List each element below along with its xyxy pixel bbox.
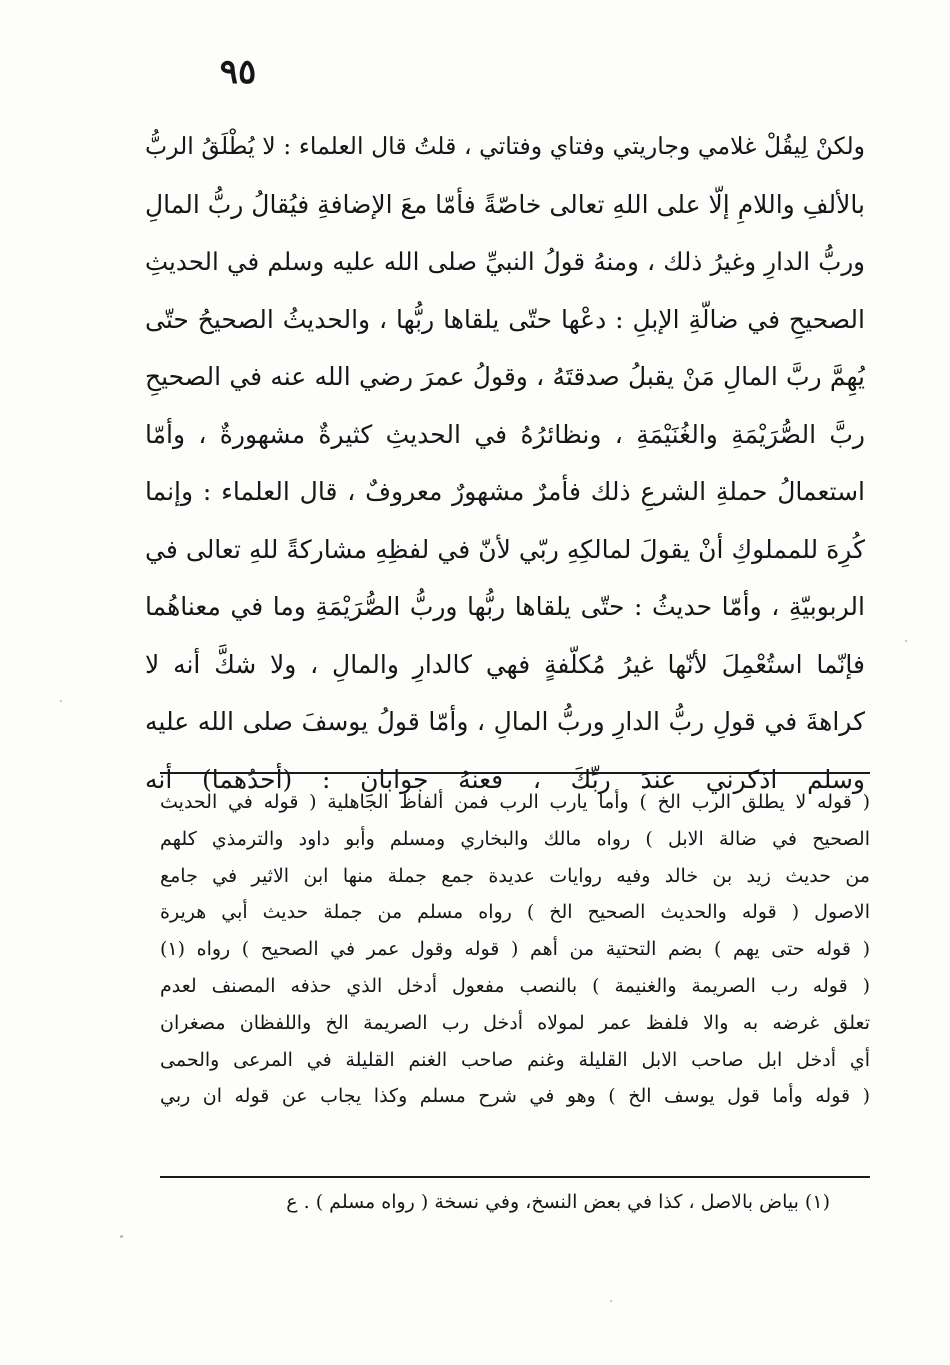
- main-text-line: وسلم اذكرني عندَ ربِّكَ ، فعنهُ جوابانِ : (أحدُهما) أنه: [145, 764, 865, 794]
- commentary-line: أي أدخل ابل صاحب الابل القليلة وغنم صاحب الغنم القليلة في المرعى والحمى: [160, 1048, 870, 1071]
- commentary-line: ( قوله حتى يهم ) بضم التحتية من أهم ( قوله وقول عمر في الصحيح ) رواه (١): [160, 938, 870, 961]
- footnote: (١) بياض بالاصل ، كذا في بعض النسخ، وفي نسخة ( رواه مسلم ) . ع: [286, 1191, 830, 1213]
- scan-speck: [60, 700, 62, 702]
- commentary-line: ( قوله رب الصريمة والغنيمة ) بالنصب مفعول أدخل الذي حذفه المصنف لعدم: [160, 974, 870, 997]
- main-text-line: ربَّ الصُّرَيْمَةِ والغُنَيْمَةِ ، ونظائرُهُ في الحديثِ كثيرةٌ مشهورةٌ ، وأمّا: [145, 419, 865, 449]
- main-text-line: فإنّما استُعْمِلَ لأنّها غيرُ مُكلّفةٍ فهي كالدارِ والمالِ ، ولا شكَّ أنه لا: [145, 649, 865, 679]
- commentary-line: ( قوله لا يطلق الرب الخ ) وأما يارب الرب فمن ألفاظ الجاهلية ( قوله في الحديث: [160, 791, 870, 813]
- main-text-line: الربوبيّةِ ، وأمّا حديثُ : حتّى يلقاها ربُّها وربُّ الصُّرَيْمَةِ وما في معناهُما: [145, 592, 865, 621]
- main-text-line: كُرِهَ للمملوكِ أنْ يقولَ لمالكِهِ ربّي لأنّ في لفظِهِ مشاركةً للهِ تعالى في: [145, 534, 865, 564]
- main-text-line: الصحيحِ في ضالّةِ الإبلِ : دعْها حتّى يلقاها ربُّها ، والحديثُ الصحيحُ حتّى: [145, 304, 865, 334]
- main-text-line: كراهةَ في قولِ ربُّ الدارِ وربُّ المالِ ، وأمّا قولُ يوسفَ صلى الله عليه: [145, 707, 865, 736]
- scan-speck: [610, 1300, 612, 1302]
- main-text-line: يُهِمَّ ربَّ المالِ مَنْ يقبلُ صدقتَهُ ، وقولُ عمرَ رضي الله عنه في الصحيحِ: [145, 362, 865, 391]
- scan-speck: [905, 640, 907, 642]
- commentary-line: الاصول ( قوله والحديث الصحيح الخ ) رواه مسلم من جملة حديث أبي هريرة: [160, 901, 870, 924]
- commentary-line: ( قوله وأما قول يوسف الخ ) وهو في شرح مسلم وكذا يجاب عن قوله ان ربي: [160, 1085, 870, 1108]
- commentary-line: الصحيح في ضالة الابل ) رواه مالك والبخاري ومسلم وأبو داود والترمذي كلهم: [160, 827, 870, 850]
- main-text-block: [145, 118, 865, 808]
- commentary-line: من حديث زيد بن خالد وفيه روايات عديدة جمع جملة منها ابن الاثير في جامع: [160, 864, 870, 887]
- main-text-line: وربُّ الدارِ وغيرُ ذلك ، ومنهُ قولُ النبيِّ صلى الله عليه وسلم في الحديثِ: [145, 247, 865, 276]
- commentary-block: [160, 784, 870, 1115]
- main-text-line: استعمالُ حملةِ الشرعِ ذلك فأمرٌ مشهورٌ معروفٌ ، قال العلماء : وإنما: [145, 477, 865, 506]
- main-text-line: بالألفِ واللامِ إلّا على اللهِ تعالى خاصّةً فأمّا معَ الإضافةِ فيُقالُ ربُّ المالِ: [145, 189, 865, 219]
- commentary-line: تعلق غرضه به والا فلفظ عمر لمولاه أدخل رب الصريمة الخ واللفظان مصغران: [160, 1011, 870, 1034]
- scan-speck: [120, 1235, 123, 1238]
- commentary-divider: [160, 772, 870, 774]
- footnote-divider: [160, 1176, 870, 1178]
- page-number: ٩٥: [219, 52, 257, 92]
- main-text-line: ولكنْ لِيقُلْ غلامي وجاريتي وفتاي وفتاتي ، قلتُ قال العلماء : لا يُطْلَقُ الربُّ: [145, 132, 865, 160]
